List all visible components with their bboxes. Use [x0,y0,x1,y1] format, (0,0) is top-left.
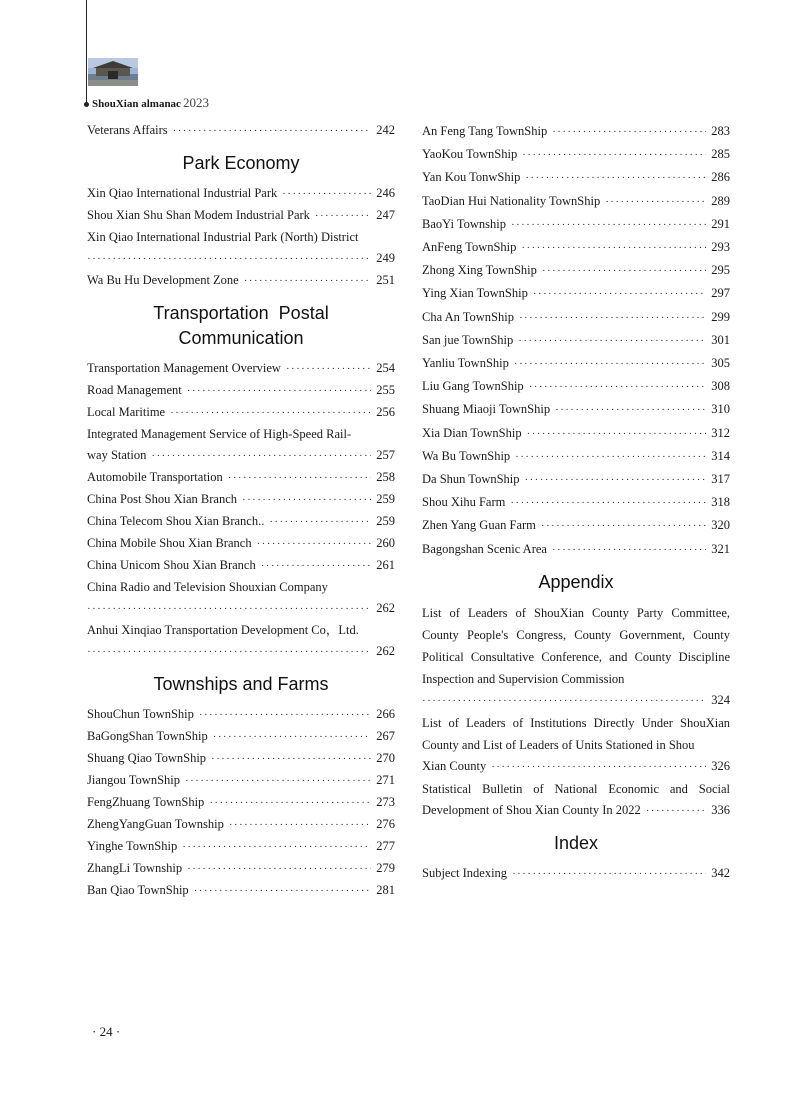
toc-entry[interactable] [87,380,395,402]
toc-entry[interactable] [422,491,730,514]
toc-leader-dots [521,237,706,259]
toc-leader-dots [187,859,371,880]
toc-entry-page: 246 [376,186,395,200]
toc-leader-dots [510,492,706,514]
toc-entry-page: 293 [711,240,730,255]
toc-entry[interactable] [87,467,395,489]
toc-entry-page: 256 [376,405,395,419]
toc-entry[interactable] [87,858,395,880]
toc-entry-title: Ban Qiao TownShip [87,883,189,897]
toc-entry-title-cont: Xian County [422,758,487,773]
toc-leader-dots [541,515,706,537]
toc-leader-dots [518,330,706,352]
toc-entry-title: Jiangou TownShip [87,773,180,787]
toc-entry-multiline[interactable] [87,620,395,663]
almanac-title [92,95,209,111]
toc-entry-page: 247 [376,208,395,222]
toc-entry-title: Da Shun TownShip [422,472,520,487]
toc-entry-multiline[interactable] [422,712,730,778]
toc-entry-title: ZhangLi Township [87,861,183,875]
toc-entry-title: List of Leaders of ShouXian County Party Committee, County People's Congress, County Government, County Political Consultative Conference, and County Discipline Inspection and Supervision Commission [422,605,730,686]
toc-entry-title: Bagongshan Scenic Area [422,541,547,556]
toc-leader-dots [211,749,371,770]
toc-leader-dots [552,539,706,561]
toc-entry-title: Anhui Xinqiao Transportation Development Co，Ltd. [87,623,359,637]
toc-entry-page: 291 [711,216,730,231]
toc-entry-page: 277 [376,839,395,853]
toc-leader-dots [187,381,371,402]
toc-entry-page: 297 [711,286,730,301]
toc-entry-page: 279 [376,861,395,875]
toc-entry[interactable] [87,183,395,205]
toc-entry-title: AnFeng TownShip [422,240,517,255]
toc-entry-title: An Feng Tang TownShip [422,124,548,138]
toc-entry-multiline[interactable] [87,424,395,467]
toc-leader-dots [286,359,371,380]
toc-entry-title: BaGongShan TownShip [87,729,208,743]
toc-entry-title: Subject Indexing [422,865,508,880]
toc-entry[interactable] [87,205,395,227]
toc-entry-title: Integrated Management Service of High-Speed Rail- [87,427,352,441]
toc-leader-dots [228,468,371,489]
toc-entry-title: Xin Qiao International Industrial Park [87,186,278,200]
toc-entry[interactable] [422,398,730,421]
section-heading-index: Index [553,832,599,853]
toc-entry-page: 295 [711,263,730,278]
toc-entry-page: 336 [711,802,730,817]
toc-entry-title: Wa Bu TownShip [422,448,511,463]
toc-entry-title: China Unicom Shou Xian Branch [87,558,256,572]
toc-entry-title: Wa Bu Hu Development Zone [87,273,239,287]
toc-entry[interactable] [422,445,730,468]
toc-entry-title: Shuang Qiao TownShip [87,751,207,765]
toc-entry-page: 260 [376,536,395,550]
toc-entry-title: Statistical Bulletin of National Economic and Social [422,781,730,796]
toc-entry-page: 318 [711,495,730,510]
toc-leader-dots [257,534,372,555]
toc-right-column [422,120,730,885]
toc-entry-title: Liu Gang TownShip [422,379,524,394]
toc-entry-title: Ying Xian TownShip [422,286,528,301]
toc-leader-dots [194,881,372,902]
toc-entry-page: 283 [711,124,730,138]
toc-entry[interactable] [87,270,395,292]
toc-entry-page: 281 [376,883,395,897]
toc-entry-page: 317 [711,472,730,487]
toc-entry-page: 326 [711,758,730,773]
toc-entry-page: 299 [711,309,730,324]
toc-entry[interactable] [87,770,395,792]
toc-entry[interactable] [422,259,730,282]
toc-leader-dots [151,446,371,467]
toc-entry[interactable] [87,726,395,748]
toc-leader-dots [173,121,372,142]
toc-leader-dots [261,556,372,577]
toc-entry-multiline[interactable] [87,227,395,270]
toc-entry[interactable] [87,555,395,577]
toc-entry-title: BaoYi Township [422,216,506,231]
section-heading-appendix: Appendix [538,571,614,592]
toc-entry-title: Veterans Affairs [87,123,168,137]
toc-entry-last-line [87,598,395,620]
toc-entry[interactable] [87,358,395,380]
toc-entry-title: Local Maritime [87,405,166,419]
toc-entry-last-line [422,756,730,778]
section-heading-transportation [87,301,395,351]
toc-leader-dots [185,771,371,792]
toc-leader-dots [491,757,706,778]
toc-entry[interactable] [422,514,730,537]
toc-entry[interactable] [422,538,730,561]
header-rule [86,0,87,104]
toc-entry-page: 254 [376,361,395,375]
toc-entry-title-cont: Development of Shou Xian County In 2022 [422,802,641,817]
toc-entry-page: 305 [711,356,730,371]
toc-leader-dots [87,642,371,663]
toc-leader-dots [315,206,371,227]
toc-leader-dots [514,353,706,375]
toc-left-column [87,120,395,902]
toc-entry-page: 320 [711,518,730,533]
section-heading-line: Communication [178,328,304,348]
toc-entry[interactable] [87,792,395,814]
toc-entry-page: 249 [376,251,395,265]
toc-entry-page: 271 [376,773,395,787]
toc-entry[interactable] [87,704,395,726]
toc-entry-title: ZhengYangGuan Township [87,817,224,831]
toc-entry-title: Xin Qiao International Industrial Park (North) District [87,230,359,244]
toc-entry-title: FengZhuang TownShip [87,795,205,809]
toc-entry-multiline[interactable] [422,778,730,822]
toc-entry-page: 289 [711,193,730,208]
toc-entry-title: Shou Xian Shu Shan Modem Industrial Park [87,208,310,222]
almanac-name: ShouXian almanac [92,98,181,110]
toc-entry-title: TaoDian Hui Nationality TownShip [422,193,601,208]
toc-entry-multiline[interactable] [422,602,730,712]
toc-entry-title: Yinghe TownShip [87,839,178,853]
toc-entry[interactable] [422,329,730,352]
toc-entry[interactable] [422,213,730,236]
toc-leader-dots [552,121,706,143]
toc-entry[interactable] [87,533,395,555]
toc-leader-dots [525,167,706,189]
toc-entry[interactable] [422,282,730,305]
toc-entry-title: San jue TownShip [422,332,514,347]
toc-leader-dots [522,144,706,166]
toc-leader-dots [605,191,706,213]
toc-entry-title: Yan Kou TonwShip [422,170,521,185]
toc-leader-dots [527,423,707,445]
toc-entry-title: List of Leaders of Institutions Directly Under ShouXian County and List of Leaders of Units Stationed in Shou [422,715,730,752]
toc-entry-page: 255 [376,383,395,397]
toc-entry-page: 259 [376,492,395,506]
toc-leader-dots [87,599,371,620]
toc-entry[interactable] [422,120,730,143]
toc-entry-title: China Radio and Television Shouxian Company [87,580,328,594]
toc-leader-dots [282,184,371,205]
toc-entry-last-line [422,690,730,712]
toc-entry-title: China Mobile Shou Xian Branch [87,536,252,550]
toc-entry-title: Zhen Yang Guan Farm [422,518,536,533]
toc-leader-dots [244,271,372,292]
toc-entry-page: 258 [376,470,395,484]
toc-entry-multiline[interactable] [87,577,395,620]
toc-leader-dots [422,691,706,712]
toc-leader-dots [525,469,707,491]
toc-entry-title: YaoKou TownShip [422,147,518,162]
almanac-year: 2023 [182,95,209,110]
toc-leader-dots [515,446,706,468]
toc-leader-dots [511,214,706,236]
toc-entry[interactable] [87,880,395,902]
header-gate-image [88,58,138,86]
toc-leader-dots [512,864,706,885]
toc-entry-title: Transportation Management Overview [87,361,281,375]
toc-entry-page: 301 [711,332,730,347]
toc-leader-dots [519,307,706,329]
toc-entry[interactable] [87,748,395,770]
toc-entry[interactable] [422,468,730,491]
toc-entry-page: 273 [376,795,395,809]
toc-leader-dots [269,512,371,533]
toc-leader-dots [199,705,371,726]
toc-entry-title: Road Management [87,383,182,397]
toc-entry-page: 259 [376,514,395,528]
toc-entry-page: 262 [376,601,395,615]
toc-entry-title: Zhong Xing TownShip [422,263,537,278]
toc-entry-page: 270 [376,751,395,765]
toc-entry-title-cont: way Station [87,448,147,462]
toc-entry[interactable] [422,166,730,189]
toc-leader-dots [170,403,371,424]
toc-entry-page: 324 [711,692,730,707]
toc-leader-dots [182,837,371,858]
toc-entry-page: 262 [376,644,395,658]
toc-leader-dots [209,793,371,814]
toc-entry-title: China Post Shou Xian Branch [87,492,237,506]
toc-entry-page: 286 [711,170,730,185]
toc-entry-last-line [87,641,395,663]
toc-entry-page: 312 [711,425,730,440]
toc-entry-last-line [87,248,395,270]
toc-leader-dots [542,260,706,282]
toc-entry[interactable] [422,190,730,213]
toc-entry-page: 321 [711,541,730,556]
toc-entry[interactable] [422,236,730,259]
toc-entry[interactable] [87,120,395,142]
toc-entry-page: 310 [711,402,730,417]
toc-entry-page: 276 [376,817,395,831]
toc-entry-title: China Telecom Shou Xian Branch.. [87,514,265,528]
toc-entry-page: 285 [711,147,730,162]
toc-entry[interactable] [87,402,395,424]
toc-entry[interactable] [422,143,730,166]
toc-entry-last-line [87,445,395,467]
toc-entry-title: Automobile Transportation [87,470,223,484]
toc-leader-dots [242,490,371,511]
toc-entry-title: Xia Dian TownShip [422,425,522,440]
toc-leader-dots [229,815,371,836]
toc-leader-dots [213,727,371,748]
section-heading-park-economy: Park Economy [182,153,300,173]
toc-entry-page: 242 [376,123,395,137]
page-number: · 24 · [92,1024,121,1039]
toc-entry-last-line [422,800,730,822]
toc-entry-title: Yanliu TownShip [422,356,509,371]
section-heading-line: Transportation Postal [153,303,329,323]
toc-entry[interactable] [87,489,395,511]
toc-entry-title: ShouChun TownShip [87,707,194,721]
toc-leader-dots [87,249,371,270]
toc-leader-dots [533,283,706,305]
toc-entry-page: 314 [711,448,730,463]
toc-entry[interactable] [422,306,730,329]
toc-entry[interactable] [87,511,395,533]
toc-entry-title: Shou Xihu Farm [422,495,506,510]
section-heading-townships: Townships and Farms [153,674,329,694]
toc-entry[interactable] [422,422,730,445]
toc-leader-dots [646,801,707,822]
toc-entry[interactable] [422,352,730,375]
toc-entry-page: 261 [376,558,395,572]
toc-entry-title: Cha An TownShip [422,309,514,324]
toc-entry[interactable] [87,836,395,858]
header-rule-dot [84,102,89,107]
toc-entry-page: 308 [711,379,730,394]
toc-entry-page: 251 [376,273,395,287]
toc-entry-page: 257 [376,448,395,462]
toc-entry[interactable] [87,814,395,836]
toc-entry[interactable] [422,863,730,885]
toc-entry-page: 267 [376,729,395,743]
toc-leader-dots [529,376,707,398]
toc-entry-title: Shuang Miaoji TownShip [422,402,551,417]
toc-entry-page: 266 [376,707,395,721]
toc-entry-page: 342 [711,865,730,880]
toc-entry[interactable] [422,375,730,398]
toc-leader-dots [555,399,706,421]
